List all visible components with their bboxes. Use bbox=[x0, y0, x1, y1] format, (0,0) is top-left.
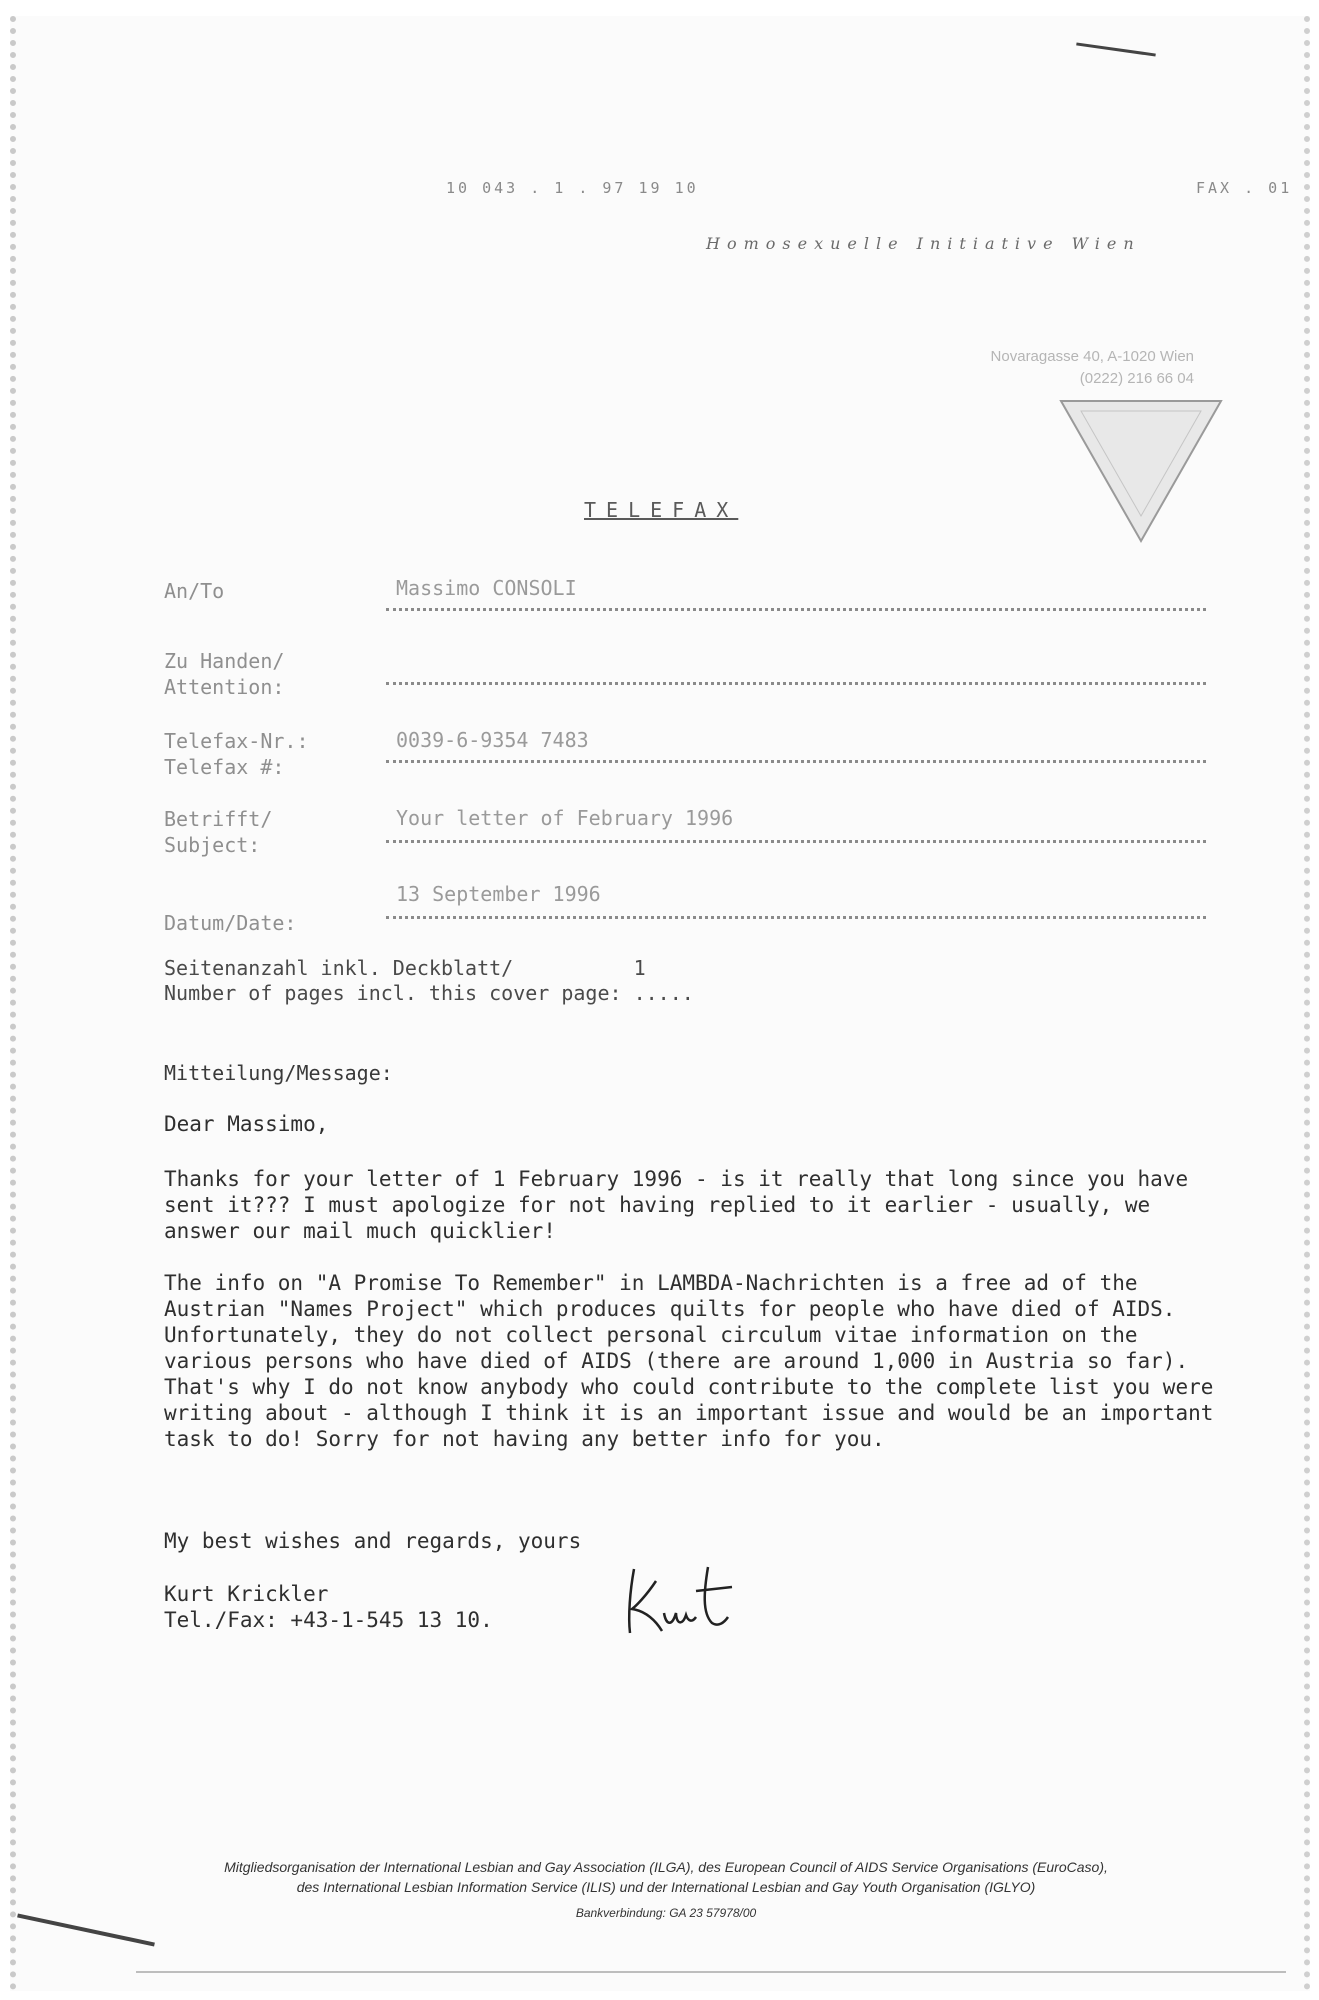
date-label: Datum/Date: bbox=[164, 911, 297, 935]
handwritten-signature bbox=[616, 1561, 746, 1641]
fax-transmission-page: FAX . 01 bbox=[1196, 179, 1293, 197]
to-label: An/To bbox=[164, 579, 225, 603]
subject-label: Betrifft/ Subject: bbox=[164, 807, 273, 857]
footer-bank-details: Bankverbindung: GA 23 57978/00 bbox=[575, 1906, 757, 1920]
scan-mark bbox=[1076, 42, 1156, 56]
fax-number-label: Telefax-Nr.: Telefax #: bbox=[164, 729, 309, 779]
sender-contact: Tel./Fax: +43-1-545 13 10. bbox=[164, 1608, 493, 1632]
subject-dotted-line bbox=[386, 838, 1206, 843]
footer-membership-line-2: des International Lesbian Information Service (ILIS) und der International Lesbian and Gay Youth Organisation (IGLYO) bbox=[296, 1879, 1036, 1895]
scan-edge-line bbox=[136, 1971, 1286, 1973]
fax-transmission-line: 10 043 . 1 . 97 19 10 bbox=[446, 179, 699, 197]
subject-value: Your letter of February 1996 bbox=[396, 806, 734, 830]
phone-line: (0222) 216 66 04 bbox=[1079, 370, 1194, 387]
salutation: Dear Massimo, bbox=[164, 1112, 329, 1136]
message-paragraph-1: Thanks for your letter of 1 February 1996 - is it really that long since you have sent it??? I must apologize for not having replied to it earlier - usually, we answer our mail much quicklier! bbox=[164, 1167, 1189, 1243]
to-dotted-line bbox=[386, 606, 1206, 611]
fax-page bbox=[10, 16, 1310, 1991]
fax-number-value: 0039-6-9354 7483 bbox=[396, 728, 589, 752]
footer-membership-line-1: Mitgliedsorganisation der International Lesbian and Gay Association (ILGA), des European Council of AIDS Service Organisations (EuroCaso), bbox=[224, 1859, 1108, 1875]
closing: My best wishes and regards, yours bbox=[164, 1529, 582, 1553]
attention-dotted-line bbox=[386, 680, 1206, 685]
date-dotted-line bbox=[386, 914, 1206, 919]
page-count-field: Seitenanzahl inkl. Deckblatt/ 1 Number of pages incl. this cover page: ..... bbox=[164, 956, 694, 1005]
sender-name: Kurt Krickler bbox=[164, 1582, 329, 1606]
message-paragraph-2: The info on "A Promise To Remember" in LAMBDA-Nachrichten is a free ad of the Austrian "Names Project" which produces quilts for people who have died of AIDS. Unfortunately, they do not collect personal circulum vitae information on the various persons who have died of AIDS (there are around 1,000 in Austria so far). That's why I do not know anybody who could contribute to the complete list you were writing about - although I think it is an important issue and would be an important task to do! Sorry for not having any better info for you. bbox=[164, 1271, 1214, 1451]
attention-label: Zu Handen/ Attention: bbox=[164, 649, 285, 699]
message-heading: Mitteilung/Message: bbox=[164, 1061, 393, 1085]
organization-name: Homosexuelle Initiative Wien bbox=[706, 234, 1141, 253]
to-value: Massimo CONSOLI bbox=[396, 576, 577, 600]
address-line: Novaragasse 40, A-1020 Wien bbox=[990, 348, 1194, 365]
organization-address bbox=[991, 346, 1194, 390]
date-value: 13 September 1996 bbox=[396, 882, 601, 906]
triangle-logo-icon bbox=[1056, 396, 1226, 546]
document-title: TELEFAX bbox=[584, 498, 739, 522]
fax-dotted-line bbox=[386, 758, 1206, 763]
